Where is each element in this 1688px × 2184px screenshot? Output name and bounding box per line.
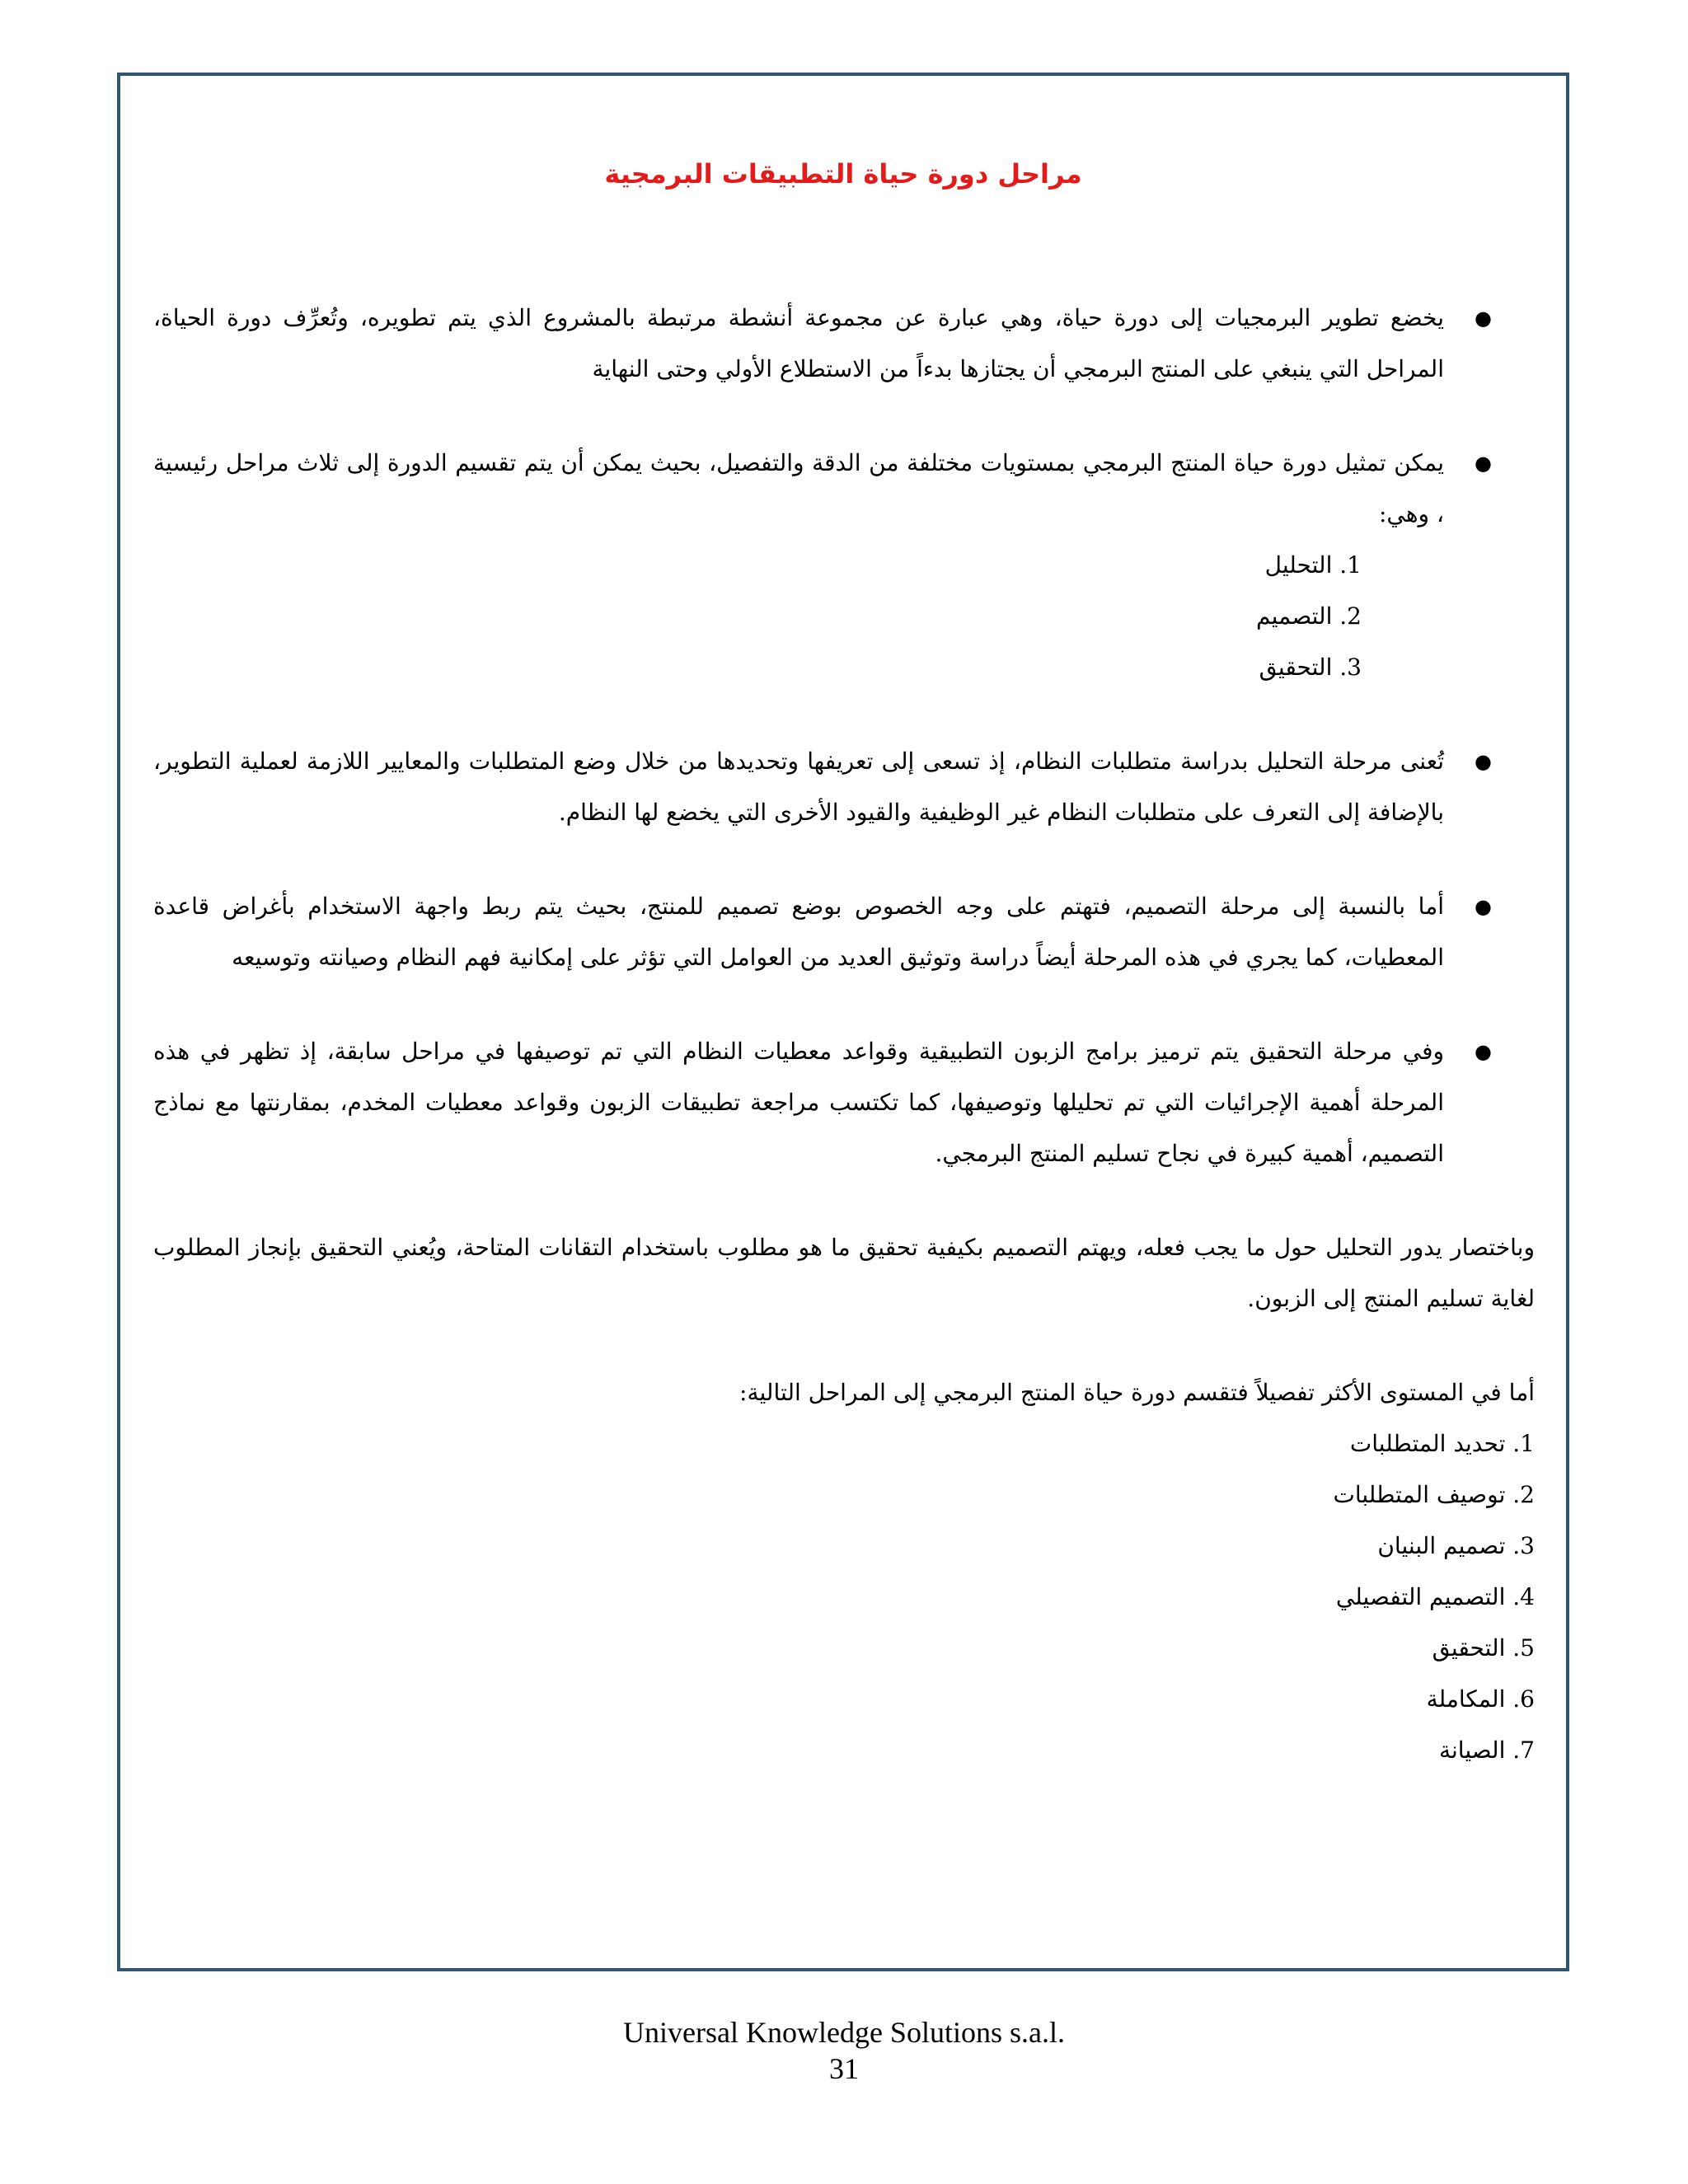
bullet-text: وفي مرحلة التحقيق يتم ترميز برامج الزبون التطبيقية وقواعد معطيات النظام التي تم توصيفها في مراحل سابقة، إذ تظهر في هذه المرحلة أهمية الإجرائيات التي تم تحليلها وتوصيفها، كما تكتسب مراجعة تطبيقات الزبون وقواعد معطيات المخدم، بمقارنتها مع نماذج التصميم، أهمية كبيرة في نجاح تسليم المنتج البرمجي. — [153, 1038, 1444, 1167]
bullet-item — [153, 736, 1492, 838]
bullet-icon: ● — [1475, 452, 1492, 475]
page-title: مراحل دورة حياة التطبيقات البرمجية — [604, 158, 1082, 190]
bullet-text: يخضع تطوير البرمجيات إلى دورة حياة، وهي عبارة عن مجموعة أنشطة مرتبطة بالمشروع الذي يتم تطويره، وتُعرِّف دورة الحياة، المراحل التي ينبغي على المنتج البرمجي أن يجتازها بدءاً من الاستطلاع الأولي وحتى النهاية — [153, 304, 1444, 382]
bullet-text: تُعنى مرحلة التحليل بدراسة متطلبات النظام، إذ تسعى إلى تعريفها وتحديدها من خلال وضع المتطلبات والمعايير اللازمة لعملية التطوير، بالإضافة إلى التعرف على متطلبات النظام غير الوظيفية والقيود الأخرى التي يخضع لها النظام. — [153, 748, 1444, 826]
document-body — [153, 293, 1535, 1776]
summary-paragraph: وباختصار يدور التحليل حول ما يجب فعله، ويهتم التصميم بكيفية تحقيق ما هو مطلوب باستخدام التقانات المتاحة، ويُعني التحقيق بإنجاز المطلوب لغاية تسليم المنتج إلى الزبون. — [153, 1234, 1535, 1312]
bullet-item — [153, 293, 1492, 395]
bullet-icon: ● — [1475, 1040, 1492, 1063]
detailed-intro: أما في المستوى الأكثر تفصيلاً فتقسم دورة حياة المنتج البرمجي إلى المراحل التالية: — [739, 1379, 1535, 1406]
list-item: 2. توصيف المتطلبات — [1333, 1481, 1535, 1508]
footer-company: Universal Knowledge Solutions s.a.l. — [623, 2016, 1065, 2049]
bullet-icon: ● — [1475, 895, 1492, 918]
list-item: 3. تصميم البنيان — [1377, 1532, 1535, 1559]
bullet-item — [153, 881, 1492, 983]
list-item: 6. المكاملة — [1426, 1685, 1535, 1713]
bullet-item — [153, 1026, 1492, 1179]
list-item: 5. التحقيق — [1432, 1634, 1535, 1661]
list-item: 7. الصيانة — [1438, 1736, 1535, 1764]
bullet-list — [153, 293, 1535, 1179]
page-footer — [0, 2014, 1688, 2087]
detailed-phases-list — [153, 1418, 1535, 1776]
bullet-text: يمكن تمثيل دورة حياة المنتج البرمجي بمستويات مختلفة من الدقة والتفصيل، بحيث يمكن أن يتم تقسيم الدورة إلى ثلاث مراحل رئيسية ، وهي: — [153, 449, 1444, 527]
bullet-text: أما بالنسبة إلى مرحلة التصميم، فتهتم على وجه الخصوص بوضع تصميم للمنتج، بحيث يتم ربط واجهة الاستخدام بأغراض قاعدة المعطيات، كما يجري في هذه المرحلة أيضاً دراسة وتوثيق العديد من العوامل التي تؤثر على إمكانية فهم النظام وصيانته وتوسيعه — [153, 893, 1444, 971]
list-item: 4. التصميم التفصيلي — [1335, 1583, 1535, 1610]
main-phases-list — [153, 540, 1444, 693]
page-number: 31 — [829, 2052, 859, 2085]
bullet-icon: ● — [1475, 750, 1492, 773]
bullet-icon: ● — [1475, 307, 1492, 330]
list-item: 1. تحديد المتطلبات — [1349, 1430, 1535, 1457]
list-item: 2. التصميم — [1256, 602, 1362, 630]
list-item: 1. التحليل — [1264, 551, 1362, 579]
list-item: 3. التحقيق — [1259, 654, 1362, 681]
bullet-item — [153, 438, 1492, 693]
